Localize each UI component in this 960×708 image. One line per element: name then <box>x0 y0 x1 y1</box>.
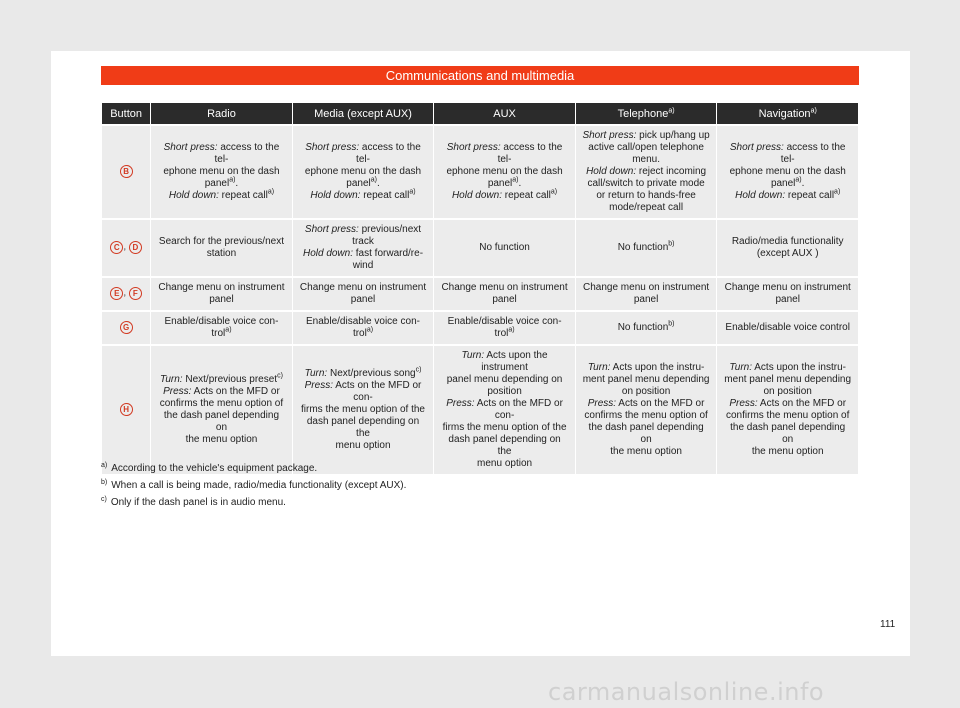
cell-text: Enable/disable voice con- <box>447 316 562 327</box>
cell-text: active call/open telephone <box>588 142 704 153</box>
cell-label: Turn: <box>587 362 611 373</box>
cell-text: Radio/media functionality <box>731 236 844 247</box>
footnote-ref: a) <box>508 326 515 334</box>
column-header-label: Button <box>110 107 142 120</box>
table-cell <box>151 278 292 310</box>
cell-text: station <box>206 248 237 259</box>
footnote-ref: a) <box>834 188 841 196</box>
cell-text: ephone menu on the dash <box>446 166 563 177</box>
cell-label: Press: <box>304 380 333 391</box>
footnote-ref: a) <box>409 188 416 196</box>
footnote-text: When a call is being made, radio/media functionality (except AUX). <box>111 480 407 491</box>
cell-text: access to the tel- <box>780 142 846 165</box>
cell-text: reject incoming <box>636 166 707 177</box>
table-row <box>102 346 858 474</box>
cell-text: confirms the menu option of <box>725 410 850 421</box>
section-title: Communications and multimedia <box>101 66 859 85</box>
cell-text: Change menu on instrument <box>441 282 568 293</box>
table-row <box>102 126 858 218</box>
cell-text: trol <box>352 328 367 339</box>
button-separator: , <box>123 241 129 253</box>
button-marker-icon: C <box>110 241 123 254</box>
table-row <box>102 220 858 276</box>
cell-text: Acts on the MFD or <box>757 398 847 409</box>
table-cell <box>576 346 717 474</box>
footnote-ref: a) <box>370 176 377 184</box>
table-cell <box>293 346 434 474</box>
cell-text: position <box>487 386 522 397</box>
cell-label: Hold down: <box>451 190 502 201</box>
cell-text: menu. <box>632 154 660 165</box>
cell-label: Short press: <box>729 142 784 153</box>
cell-text: Next/previous song <box>327 368 416 379</box>
cell-text: wind <box>352 260 374 271</box>
cell-text: fast forward/re- <box>353 248 424 259</box>
cell-text: track <box>352 236 374 247</box>
cell-text: Acts on the MFD or <box>616 398 705 409</box>
button-marker-icon: H <box>120 403 133 416</box>
table-cell <box>293 220 434 276</box>
cell-label: Short press: <box>582 130 637 141</box>
cell-text: Acts on the MFD or <box>191 386 280 397</box>
table-row <box>102 278 858 310</box>
table-cell <box>151 312 292 344</box>
footnote-ref: a) <box>366 326 374 334</box>
cell-text: call/switch to private mode <box>587 178 705 189</box>
button-cell <box>102 312 150 344</box>
cell-text: dash panel depending on the <box>306 416 420 439</box>
table-cell <box>576 220 717 276</box>
cell-text: No function <box>479 242 530 253</box>
page-number: 111 <box>880 619 896 630</box>
table-cell <box>717 220 858 276</box>
table-cell <box>717 126 858 218</box>
table-row <box>102 312 858 344</box>
cell-label: Hold down: <box>310 190 361 201</box>
cell-text: the menu option <box>751 446 824 457</box>
watermark: carmanualsonline.info <box>548 678 825 706</box>
table-cell <box>434 278 575 310</box>
table-cell <box>576 278 717 310</box>
footnotes <box>101 463 801 514</box>
controls-table <box>101 101 859 476</box>
cell-label: Short press: <box>446 142 501 153</box>
column-header <box>434 103 575 124</box>
cell-text: Acts upon the instru- <box>752 362 846 373</box>
cell-text: panel menu depending on <box>446 374 563 385</box>
button-marker-icon: B <box>120 165 133 178</box>
table-cell <box>434 312 575 344</box>
cell-text: menu option <box>477 458 533 469</box>
table-cell <box>434 220 575 276</box>
cell-text: access to the tel- <box>497 142 563 165</box>
cell-text: repeat call <box>785 190 835 201</box>
cell-label: Press: <box>446 398 475 409</box>
cell-text: the dash panel depending on <box>163 410 280 433</box>
cell-text: firms the menu option of the <box>301 404 425 415</box>
cell-text: trol <box>211 328 226 339</box>
cell-text: . <box>518 178 522 189</box>
cell-text: or return to hands-free <box>596 190 696 201</box>
button-separator: , <box>123 287 129 299</box>
table-header-row <box>102 103 858 124</box>
column-header-label: AUX <box>493 107 516 120</box>
cell-text: Acts on the MFD or con- <box>332 380 422 403</box>
cell-label: Turn: <box>729 362 753 373</box>
column-header-label: Media (except AUX) <box>314 107 412 120</box>
cell-text: (except AUX ) <box>756 248 819 259</box>
column-header-label: Telephone <box>617 107 669 120</box>
button-marker-icon: F <box>129 287 142 300</box>
cell-text: panel <box>209 294 234 305</box>
cell-label: Press: <box>729 398 758 409</box>
footnote-ref: b) <box>668 240 675 248</box>
button-marker-icon: E <box>110 287 123 300</box>
cell-text: mode/repeat call <box>609 202 684 213</box>
cell-text: Change menu on instrument <box>158 282 285 293</box>
column-header <box>102 103 150 124</box>
cell-text: the menu option <box>185 434 258 445</box>
cell-text: Acts upon the instrument <box>481 350 548 373</box>
footnote-ref: a) <box>225 326 232 334</box>
cell-text: . <box>376 178 380 189</box>
cell-text: confirms the menu option of <box>159 398 284 409</box>
footnote-ref: a) <box>512 176 519 184</box>
cell-label: Short press: <box>304 224 359 235</box>
table-body <box>102 126 858 474</box>
table-cell <box>151 126 292 218</box>
cell-label: Hold down: <box>168 190 219 201</box>
button-cell <box>102 346 150 474</box>
column-header <box>151 103 292 124</box>
footnote-text: According to the vehicle's equipment package. <box>111 463 318 474</box>
footnote-ref: a) <box>229 176 236 184</box>
button-marker-icon: G <box>120 321 133 334</box>
table-cell <box>576 312 717 344</box>
table-cell <box>293 278 434 310</box>
cell-text: Enable/disable voice con- <box>306 316 420 327</box>
cell-text: Change menu on instrument <box>724 282 851 293</box>
footnote-mark: b) <box>101 478 108 486</box>
cell-text: previous/next <box>358 224 422 235</box>
cell-text: Next/previous preset <box>182 374 278 385</box>
cell-text: access to the tel- <box>214 142 280 165</box>
button-cell <box>102 278 150 310</box>
cell-text: . <box>801 178 805 189</box>
cell-text: firms the menu option of the <box>442 422 567 433</box>
cell-text: the dash panel depending on <box>730 422 846 445</box>
cell-text: panel <box>346 178 371 189</box>
footnote <box>101 480 801 492</box>
cell-text: the dash panel depending on <box>588 422 704 445</box>
cell-text: panel <box>775 294 800 305</box>
table-cell <box>717 312 858 344</box>
cell-label: Press: <box>163 386 192 397</box>
cell-text: confirms the menu option of <box>584 410 708 421</box>
footnote-ref: a) <box>267 188 275 196</box>
table-cell <box>434 346 575 474</box>
cell-text: pick up/hang up <box>636 130 710 141</box>
cell-text: repeat call <box>360 190 410 201</box>
button-marker-icon: D <box>129 241 142 254</box>
table-cell <box>717 346 858 474</box>
cell-text: Acts upon the instru- <box>610 362 705 373</box>
button-cell <box>102 220 150 276</box>
cell-text: No function <box>617 322 669 333</box>
footnote <box>101 497 801 509</box>
cell-text: Enable/disable voice control <box>725 322 850 333</box>
cell-text: repeat call <box>501 190 551 201</box>
column-header <box>717 103 858 124</box>
cell-text: panel <box>633 294 659 305</box>
cell-label: Hold down: <box>586 166 637 177</box>
cell-label: Short press: <box>305 142 360 153</box>
column-header-label: Navigation <box>758 107 811 120</box>
cell-text: ephone menu on the dash <box>729 166 846 177</box>
column-header <box>293 103 434 124</box>
table-cell <box>151 346 292 474</box>
cell-text: ephone menu on the dash <box>163 166 280 177</box>
table-cell <box>717 278 858 310</box>
cell-label: Short press: <box>163 142 218 153</box>
cell-text: ephone menu on the dash <box>304 166 422 177</box>
cell-text: No function <box>617 242 669 253</box>
table-cell <box>293 126 434 218</box>
cell-text: panel <box>204 178 230 189</box>
footnote-ref: a) <box>550 188 558 196</box>
footnote <box>101 463 801 475</box>
column-header <box>576 103 717 124</box>
cell-text: Change menu on instrument <box>583 282 710 293</box>
cell-text: panel <box>487 178 513 189</box>
cell-text: panel <box>350 294 376 305</box>
cell-label: Turn: <box>461 350 485 361</box>
footnote-mark: a) <box>101 461 108 469</box>
cell-text: panel <box>770 178 796 189</box>
cell-text: access to the tel- <box>356 142 421 165</box>
footnote-ref: a) <box>795 176 802 184</box>
cell-text: repeat call <box>218 190 268 201</box>
cell-text: menu option <box>335 440 391 451</box>
cell-text: . <box>235 178 239 189</box>
cell-text: on position <box>621 386 671 397</box>
footnote-ref: c) <box>277 372 283 380</box>
table-cell <box>434 126 575 218</box>
cell-label: Turn: <box>304 368 328 379</box>
cell-text: ment panel menu depending <box>724 374 852 385</box>
cell-text: trol <box>494 328 509 339</box>
cell-label: Turn: <box>159 374 183 385</box>
button-cell <box>102 126 150 218</box>
cell-text: Change menu on instrument <box>299 282 427 293</box>
table-cell <box>151 220 292 276</box>
cell-label: Press: <box>587 398 617 409</box>
footnote-text: Only if the dash panel is in audio menu. <box>110 497 286 508</box>
cell-text: ment panel menu depending <box>582 374 710 385</box>
cell-label: Hold down: <box>735 190 786 201</box>
footnote-ref: a) <box>668 106 675 114</box>
cell-text: Enable/disable voice con- <box>164 316 279 327</box>
cell-text: the menu option <box>610 446 682 457</box>
footnote-ref: a) <box>810 106 817 114</box>
cell-text: Search for the previous/next <box>158 236 284 247</box>
cell-label: Hold down: <box>302 248 353 259</box>
cell-text: dash panel depending on the <box>448 434 561 457</box>
table-cell <box>293 312 434 344</box>
footnote-mark: c) <box>101 495 107 503</box>
cell-text: panel <box>492 294 517 305</box>
footnote-ref: b) <box>668 320 675 328</box>
table-cell <box>576 126 717 218</box>
cell-text: Acts on the MFD or con- <box>474 398 563 421</box>
column-header-label: Radio <box>207 107 236 120</box>
cell-text: on position <box>763 386 812 397</box>
footnote-ref: c) <box>415 366 422 374</box>
